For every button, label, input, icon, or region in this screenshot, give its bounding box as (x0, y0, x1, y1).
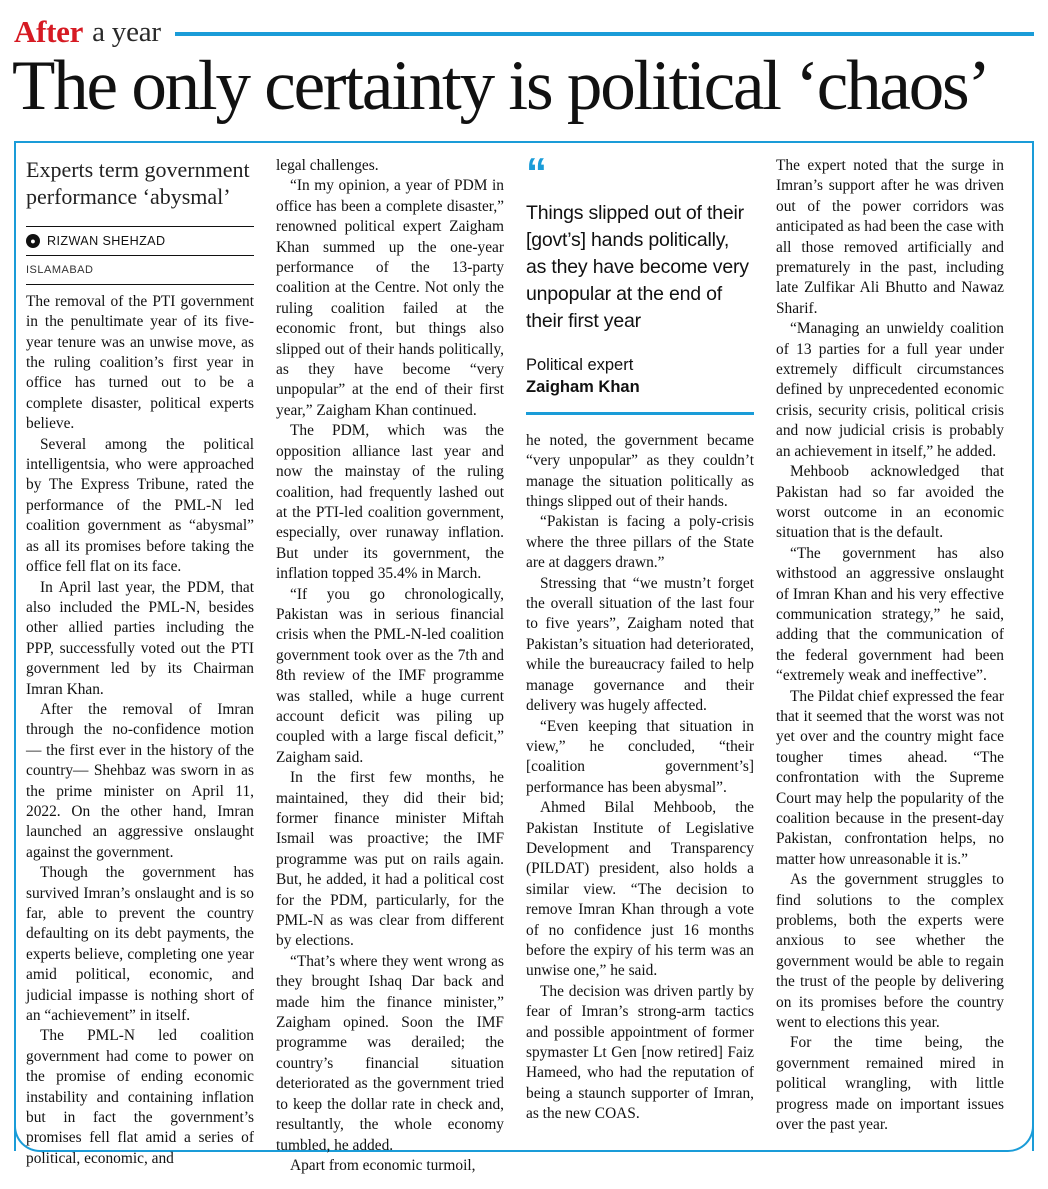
paragraph: Mehboob acknowledged that Pakistan had so far avoided the worst outcome in an economic situation that is the default. (776, 463, 1004, 542)
paragraph: “If you go chronologically, Pakistan was in serious financial crisis when the PML-N-led coalition government took over as the 7th and 8th review of the IMF programme was stalled, while a huge current account deficit was piling up coupled with a large fiscal deficit,” Zaigham said. (276, 585, 504, 766)
byline-name: RIZWAN SHEHZAD (47, 234, 166, 248)
border-right (1032, 141, 1034, 1151)
column-3 (526, 149, 754, 1136)
paragraph: “Managing an unwieldy coalition of 13 parties for a full year under extremely difficult circumstances defined by unprecedented economic crisis, security crisis, political crisis and now judicial crisis is probably an achievement in itself,” he added. (776, 320, 1004, 460)
paragraph: Stressing that “we mustn’t forget the overall situation of the last four to five years”, Zaigham noted that Pakistan’s situation had deteriorated, while the bureaucracy failed to help manage governance and their delivery was hugely affected. (526, 574, 754, 715)
border-top (14, 141, 1034, 143)
paragraph: The PDM, which was the opposition alliance last year and now the mainstay of the ruling coalition, had frequently lashed out at the PTI-led coalition government, especially, over runaway inflation. But under its government, the inflation topped 35.4% in March. (276, 422, 504, 583)
paragraph: “Even keeping that situation in view,” he concluded, “their [coalition government’s] performance has been abysmal”. (526, 717, 754, 796)
kicker-rest: a year (92, 15, 161, 48)
standfirst: Experts term government performance ‘abysmal’ (26, 157, 250, 209)
paragraph: legal challenges. (276, 157, 379, 174)
kicker-lead: After (14, 14, 84, 49)
paragraph: Several among the political intelligentsia, who were approached by The Express Tribune, rated the performance of the PML-N led coalition government as “abysmal” as all its promises before taking the office fell flat on its face. (26, 435, 254, 576)
byline (26, 226, 254, 256)
border-left (14, 141, 16, 1151)
pull-quote (526, 149, 754, 415)
paragraph: After the removal of Imran through the no-confidence motion — the first ever in the history of the country— Shehbaz was sworn in as the prime minister on April 11, 2022. On the other hand, Imran launched an aggressive onslaught against the government. (26, 700, 254, 861)
paragraph: Ahmed Bilal Mehboob, the Pakistan Institute of Legislative Development and Transparency (PILDAT) president, also holds a similar view. “The decision to remove Imran Khan through a vote of no confidence just 16 months before the expiry of his term was an unwise one,” he said. (526, 799, 754, 980)
paragraph: he noted, the government became “very unpopular” as they couldn’t manage the situation politically as things slipped out of their hands. (526, 431, 754, 511)
paragraph: For the time being, the government remained mired in political wrangling, with little progress made on important issues over the past year. (776, 1034, 1004, 1134)
paragraph: “The government has also withstood an aggressive onslaught of Imran Khan and his very effective communication strategy,” he said, adding that the communication of the federal government had been “extremely weak and ineffective”. (776, 544, 1004, 685)
author-icon: ● (26, 234, 40, 248)
paragraph: “Pakistan is facing a poly-crisis where the three pillars of the State are at daggers drawn.” (526, 513, 754, 572)
dateline: ISLAMABAD (26, 258, 254, 284)
column-4 (776, 156, 1004, 1136)
pull-quote-role: Political expert (526, 356, 634, 374)
paragraph: Apart from economic turmoil, (290, 1156, 476, 1174)
paragraph: The removal of the PTI government in the penultimate year of its five-year tenure was an unwise move, as the ruling coalition’s first year in office has turned out to be a complete disaster, political experts believe. (26, 292, 254, 433)
paragraph: Though the government has survived Imran’s onslaught and is so far, able to prevent the country defaulting on its debt payments, the experts believe, completing one year amid political, economic, and judicial impasse is nothing short of an “achievement” in itself. (26, 864, 254, 1025)
kicker (14, 12, 1034, 52)
quote-mark-icon: “ (526, 149, 545, 196)
kicker-rule (175, 32, 1034, 36)
paragraph: “In my opinion, a year of PDM in office has been a complete disaster,” renowned political expert Zaigham Khan summed up the one-year performance of the 13-party coalition at the Centre. Not only the ruling coalition failed at the economic front, but things also slipped out of their hands politically, as they have become “very unpopular” at the end of their first year,” Zaigham Khan continued. (276, 177, 504, 419)
column-1 (26, 156, 254, 1167)
article-columns (26, 149, 1022, 1174)
column-2 (276, 156, 504, 1174)
pull-quote-text: Things slipped out of their [govt’s] hands politically, as they have become very unpopular at the end of their first year (526, 202, 749, 332)
paragraph: “That’s where they went wrong as they brought Ishaq Dar back and made him the finance minister,” Zaigham opined. Soon the IMF programme was derailed; the country’s financial situation deteriorated as the government tried to keep the dollar rate in check and, resultantly, the whole economy tumbled, he added. (276, 952, 504, 1154)
paragraph: The decision was driven partly by fear of Imran’s strong-arm tactics and possible appointment of former spymaster Lt Gen [now retired] Faiz Hameed, who had the reputation of being a staunch supporter of Imran, as the new COAS. (526, 982, 754, 1123)
paragraph: The PML-N led coalition government had come to power on the promise of ending economic instability and containing inflation but in fact the government’s promises fell flat amid a series of political, economic, and (26, 1027, 254, 1167)
paragraph: The expert noted that the surge in Imran’s support after he was driven out of the power corridors was anticipated as had been the case with all those removed artificially and prematurely in the past, including late Zulfikar Ali Bhutto and Nawaz Sharif. (776, 157, 1004, 317)
paragraph: The Pildat chief expressed the fear that it seemed that the worst was not yet over and the country might face tougher times ahead. “The confrontation with the Supreme Court may help the popularity of the coalition because in the present-day Pakistan, confrontation helps, no matter how unreasonable it is.” (776, 687, 1004, 868)
paragraph: As the government struggles to find solutions to the complex problems, both the experts were anxious to see whether the government would be able to regain the trust of the people by delivering on its promises before the country went to elections this year. (776, 871, 1004, 1032)
paragraph: In April last year, the PDM, that also included the PML-N, besides other allied parties including the PPP, successfully voted out the PTI government led by its Chairman Imran Khan. (26, 578, 254, 698)
paragraph: In the first few months, he maintained, they did their bid; former finance minister Miftah Ismail was proactive; the IMF programme was put on rails again. But, he added, it had a political cost for the PDM, particularly, for the PML-N as was clear from different by elections. (276, 769, 504, 950)
headline: The only certainty is political ‘chaos’ (12, 47, 989, 125)
pull-quote-name: Zaigham Khan (526, 378, 640, 397)
